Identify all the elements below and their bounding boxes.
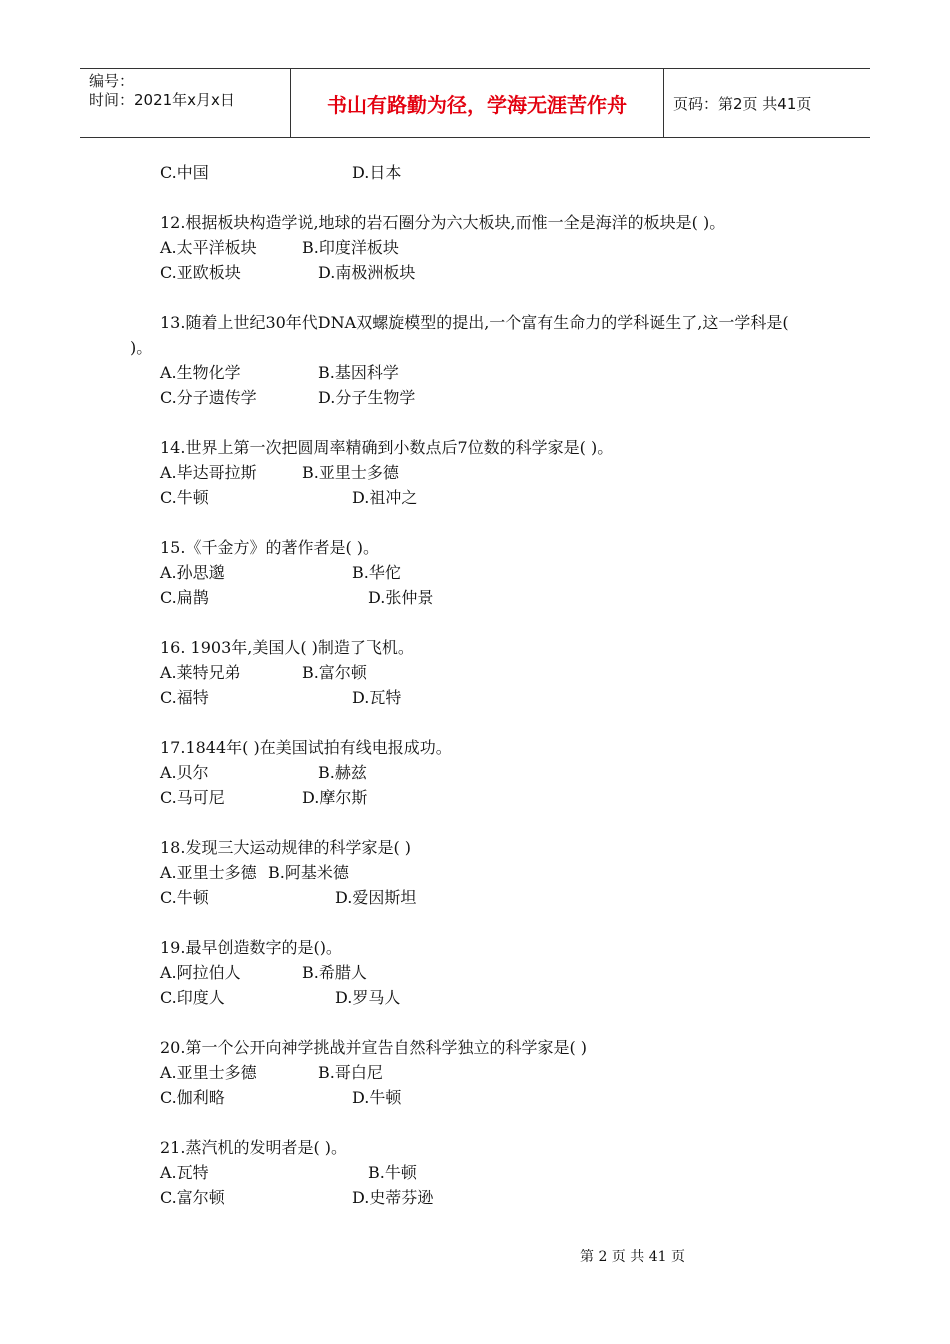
page-header	[80, 68, 870, 138]
q19-option-d: D.罗马人	[335, 988, 401, 1007]
q18-option-d: D.爱因斯坦	[335, 888, 417, 907]
q16-option-a: A.莱特兄弟	[160, 663, 241, 682]
q11-option-c: C.中国	[160, 163, 209, 182]
q17-option-d: D.摩尔斯	[302, 788, 368, 807]
q15-option-d: D.张仲景	[368, 588, 434, 607]
q12-option-c: C.亚欧板块	[160, 263, 241, 282]
q21-option-a: A.瓦特	[160, 1163, 209, 1182]
number-label: 编号：	[89, 72, 135, 90]
time-label: 时间：2021年x月x日	[89, 91, 235, 109]
q17-stem: 17.1844年( )在美国试拍有线电报成功。	[160, 738, 452, 757]
q21-option-c: C.富尔顿	[160, 1188, 225, 1207]
q11-option-d: D.日本	[352, 163, 402, 182]
q12-option-a: A.太平洋板块	[160, 238, 257, 257]
page-footer: 第 2 页 共 41 页	[580, 1249, 685, 1265]
q12-option-b: B.印度洋板块	[302, 238, 399, 257]
q19-stem: 19.最早创造数字的是()。	[160, 938, 342, 957]
q15-option-c: C.扁鹊	[160, 588, 209, 607]
header-page-label: 页码：第2页 共41页	[673, 94, 812, 113]
q15-option-a: A.孙思邈	[160, 563, 225, 582]
q14-stem: 14.世界上第一次把圆周率精确到小数点后7位数的科学家是( )。	[160, 438, 614, 457]
q17-option-b: B.赫兹	[318, 763, 367, 782]
q13-option-a: A.生物化学	[160, 363, 241, 382]
q20-option-a: A.亚里士多德	[160, 1063, 257, 1082]
q16-option-b: B.富尔顿	[302, 663, 367, 682]
q20-option-b: B.哥白尼	[318, 1063, 383, 1082]
q16-stem: 16. 1903年,美国人( )制造了飞机。	[160, 638, 414, 657]
q19-option-a: A.阿拉伯人	[160, 963, 241, 982]
header-meta	[80, 69, 291, 137]
q12-option-d: D.南极洲板块	[318, 263, 416, 282]
q18-option-c: C.牛顿	[160, 888, 209, 907]
q14-option-d: D.祖冲之	[352, 488, 418, 507]
q19-option-c: C.印度人	[160, 988, 225, 1007]
q17-option-c: C.马可尼	[160, 788, 225, 807]
q19-option-b: B.希腊人	[302, 963, 367, 982]
q20-stem: 20.第一个公开向神学挑战并宣告自然科学独立的科学家是( )	[160, 1038, 588, 1057]
q20-option-d: D.牛顿	[352, 1088, 402, 1107]
q17-option-a: A.贝尔	[160, 763, 209, 782]
q13-stem-continuation: )。	[130, 338, 153, 357]
q20-option-c: C.伽利略	[160, 1088, 225, 1107]
q18-stem: 18.发现三大运动规律的科学家是( )	[160, 838, 412, 857]
header-motto: 书山有路勤为径，学海无涯苦作舟	[291, 69, 664, 137]
q16-option-d: D.瓦特	[352, 688, 402, 707]
q18-option-a: A.亚里士多德	[160, 863, 257, 882]
q15-option-b: B.华佗	[352, 563, 401, 582]
q14-option-a: A.毕达哥拉斯	[160, 463, 257, 482]
q13-stem: 13.随着上世纪30年代DNA双螺旋模型的提出,一个富有生命力的学科诞生了,这一学科是(	[160, 313, 789, 332]
q16-option-c: C.福特	[160, 688, 209, 707]
q13-option-d: D.分子生物学	[318, 388, 416, 407]
q21-stem: 21.蒸汽机的发明者是( )。	[160, 1138, 348, 1157]
q14-option-b: B.亚里士多德	[302, 463, 399, 482]
q21-option-b: B.牛顿	[368, 1163, 417, 1182]
q15-stem: 15.《千金方》的著作者是( )。	[160, 538, 380, 557]
q12-stem: 12.根据板块构造学说,地球的岩石圈分为六大板块,而惟一全是海洋的板块是( )。	[160, 213, 726, 232]
q13-option-c: C.分子遗传学	[160, 388, 257, 407]
q14-option-c: C.牛顿	[160, 488, 209, 507]
q18-option-b: B.阿基米德	[268, 863, 349, 882]
q21-option-d: D.史蒂芬逊	[352, 1188, 434, 1207]
q13-option-b: B.基因科学	[318, 363, 399, 382]
